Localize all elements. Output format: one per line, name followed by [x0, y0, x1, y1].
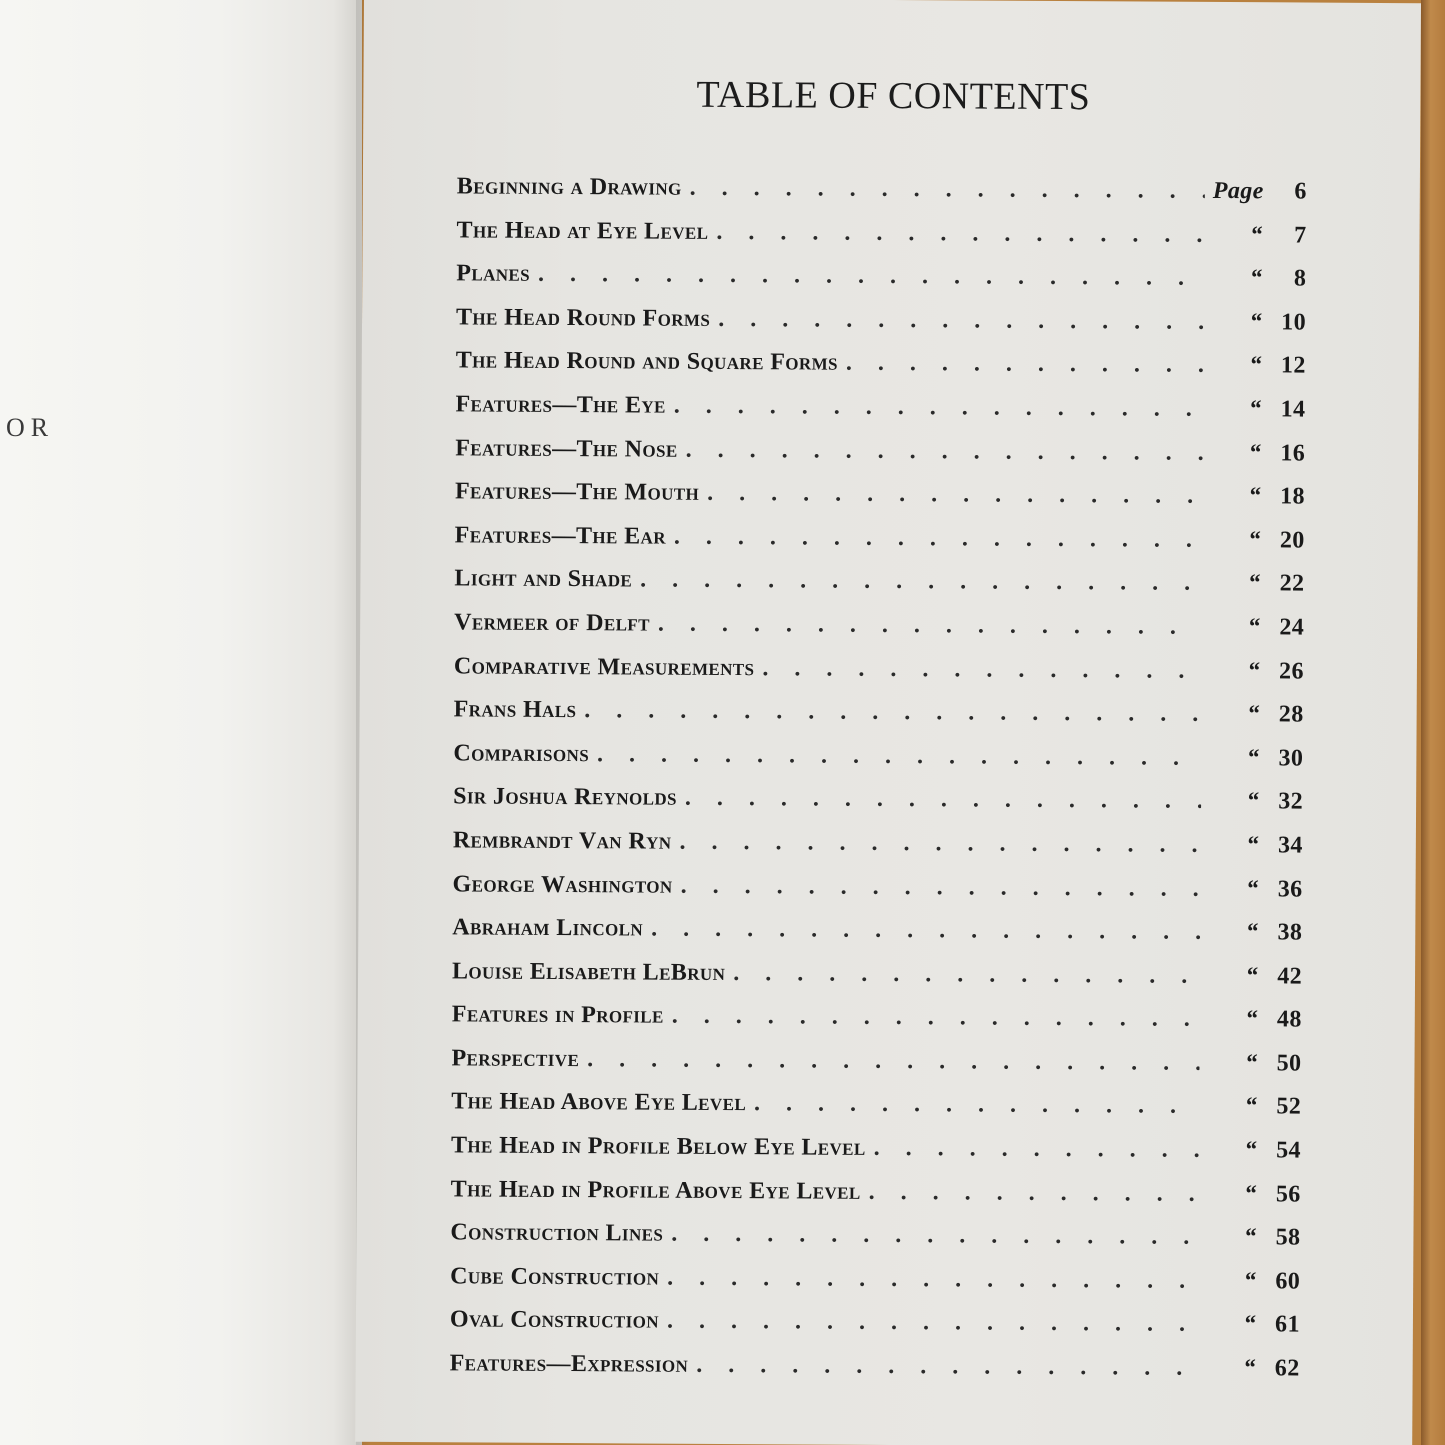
dot-leader — [640, 567, 1202, 597]
toc-entry — [455, 391, 1305, 440]
toc-entry-title: The Head Round and Square Forms — [455, 347, 839, 377]
dot-leader — [679, 829, 1201, 859]
page-label: “ — [1246, 832, 1259, 859]
dot-leader — [707, 480, 1203, 510]
page-number: 36 — [1277, 875, 1303, 903]
toc-entry-title: Rembrandt Van Ryn — [452, 827, 672, 855]
page-number: 30 — [1278, 745, 1304, 772]
toc-entry-title: Construction Lines — [450, 1219, 664, 1247]
toc-entry — [456, 261, 1306, 310]
dot-leader — [587, 1046, 1199, 1077]
toc-entry-title: Abraham Lincoln — [452, 914, 644, 942]
page-label: “ — [1243, 1224, 1257, 1251]
page-label: “ — [1248, 526, 1261, 554]
page-label: “ — [1247, 570, 1261, 597]
toc-entry-title: Comparisons — [453, 740, 590, 767]
toc-entry-title: Louise Elisabeth LeBrun — [451, 958, 726, 986]
dot-leader — [733, 960, 1200, 990]
page-number: 22 — [1279, 570, 1305, 597]
toc-entry-title: Features—Expression — [449, 1350, 689, 1378]
toc-entry — [457, 173, 1307, 222]
page-number: 32 — [1278, 788, 1304, 815]
toc-entry — [455, 435, 1305, 484]
page-label: “ — [1248, 483, 1262, 510]
page-label: “ — [1243, 1268, 1257, 1295]
page-number: 62 — [1274, 1355, 1300, 1382]
left-page — [0, 0, 362, 1445]
page-title: TABLE OF CONTENTS — [696, 73, 1091, 119]
toc-entry — [451, 1176, 1301, 1225]
page-label: “ — [1249, 352, 1262, 379]
toc-entry-title: Features—The Eye — [455, 391, 666, 419]
page-number: 10 — [1281, 309, 1307, 336]
toc-entry — [455, 478, 1305, 527]
toc-entry — [453, 740, 1303, 789]
toc-entry-title: George Washington — [452, 870, 673, 899]
dot-leader — [681, 872, 1201, 902]
page-number: 56 — [1275, 1181, 1301, 1208]
toc-entry-title: Sir Joshua Reynolds — [453, 783, 678, 812]
toc-entry — [455, 522, 1305, 571]
dot-leader — [651, 916, 1200, 946]
page-label: “ — [1244, 1137, 1258, 1164]
toc-entry — [454, 566, 1304, 615]
dot-leader — [674, 393, 1204, 423]
page-label: “ — [1245, 962, 1259, 989]
toc-entry — [456, 348, 1306, 397]
page-label: “ — [1244, 1180, 1257, 1207]
toc-entry-title: The Head Round Forms — [455, 304, 711, 332]
page-label: “ — [1250, 221, 1263, 248]
page-number: 52 — [1276, 1093, 1302, 1120]
toc-entry — [450, 1220, 1300, 1269]
dot-leader — [597, 741, 1201, 772]
dot-leader — [685, 785, 1201, 815]
toc-entry-title: Frans Hals — [453, 696, 577, 724]
toc-list — [449, 173, 1306, 1399]
dot-leader — [667, 1264, 1198, 1294]
page-number: 16 — [1280, 439, 1306, 467]
toc-entry — [453, 696, 1303, 745]
page-number: 50 — [1276, 1050, 1302, 1077]
page-label: “ — [1247, 614, 1261, 641]
toc-entry-title: Comparative Measurements — [453, 652, 755, 681]
page-label: “ — [1246, 788, 1260, 815]
toc-entry-title: Features in Profile — [451, 1001, 664, 1029]
dot-leader — [874, 1135, 1199, 1164]
toc-entry-title: Features—The Mouth — [454, 478, 700, 506]
page-number: 34 — [1277, 832, 1303, 859]
dot-leader — [690, 175, 1205, 205]
toc-entry — [452, 914, 1302, 963]
right-page — [355, 0, 1421, 1445]
page-label: “ — [1245, 1050, 1258, 1077]
dot-leader — [762, 655, 1202, 685]
page-number: 28 — [1278, 701, 1304, 728]
left-page-text-fragment: OR — [6, 413, 55, 442]
page-label: “ — [1249, 308, 1263, 336]
page-number: 18 — [1280, 483, 1306, 510]
toc-entry — [456, 304, 1306, 353]
toc-entry-title: The Head Above Eye Level — [451, 1088, 747, 1117]
dot-leader — [674, 523, 1203, 553]
page-number: 20 — [1279, 527, 1305, 554]
toc-entry — [450, 1307, 1300, 1356]
toc-entry-title: Oval Construction — [449, 1306, 660, 1335]
toc-entry-title: Features—The Nose — [455, 434, 678, 463]
page-label: “ — [1247, 657, 1260, 684]
dot-leader — [658, 611, 1202, 641]
dot-leader — [718, 306, 1204, 336]
page-label: “ — [1249, 396, 1262, 423]
page-number: 7 — [1294, 222, 1307, 249]
page-label: Page — [1212, 177, 1264, 205]
toc-entry — [451, 1089, 1301, 1138]
page-number: 42 — [1277, 963, 1303, 990]
toc-entry-title: Planes — [456, 260, 531, 287]
dot-leader — [754, 1091, 1199, 1121]
toc-entry — [451, 1132, 1301, 1181]
page-number: 60 — [1275, 1268, 1301, 1295]
dot-leader — [667, 1308, 1198, 1338]
toc-entry — [452, 871, 1302, 920]
toc-entry-title: Beginning a Drawing — [456, 173, 682, 201]
page-label: “ — [1245, 1006, 1258, 1033]
table-surface — [1421, 0, 1445, 1445]
dot-leader — [584, 697, 1201, 728]
toc-entry — [453, 827, 1303, 876]
toc-entry-title: Vermeer of Delft — [454, 609, 650, 637]
toc-entry — [454, 609, 1304, 658]
page-label: “ — [1244, 1093, 1258, 1120]
dot-leader — [538, 261, 1204, 292]
page-number: 61 — [1275, 1311, 1300, 1338]
dot-leader — [671, 1221, 1198, 1251]
page-number: 14 — [1280, 396, 1306, 423]
page-label: “ — [1246, 744, 1260, 771]
page-label: “ — [1248, 439, 1262, 466]
page-label: “ — [1249, 265, 1263, 292]
page-number: 54 — [1276, 1137, 1302, 1164]
page-number: 24 — [1279, 614, 1305, 641]
toc-entry — [452, 958, 1302, 1007]
page-number: 38 — [1277, 919, 1303, 946]
page-number: 6 — [1294, 178, 1307, 205]
toc-entry — [449, 1350, 1299, 1399]
toc-entry-title: Features—The Ear — [454, 522, 667, 550]
page-label: “ — [1243, 1311, 1256, 1338]
toc-entry-title: Perspective — [451, 1045, 580, 1072]
toc-entry-title: Light and Shade — [454, 565, 633, 593]
dot-leader — [696, 1352, 1198, 1382]
dot-leader — [869, 1179, 1199, 1208]
toc-entry — [451, 1045, 1301, 1094]
dot-leader — [846, 350, 1204, 379]
toc-entry-title: The Head in Profile Below Eye Level — [450, 1132, 866, 1161]
page-number: 58 — [1275, 1224, 1301, 1251]
toc-entry — [452, 1002, 1302, 1051]
dot-leader — [672, 1003, 1200, 1033]
page-number: 8 — [1293, 265, 1307, 292]
toc-entry — [454, 653, 1304, 702]
dot-leader — [716, 219, 1204, 249]
page-number: 48 — [1276, 1006, 1302, 1033]
toc-entry-title: The Head in Profile Above Eye Level — [450, 1175, 861, 1205]
page-number: 26 — [1279, 657, 1304, 685]
dot-leader — [686, 436, 1204, 466]
toc-entry — [450, 1263, 1300, 1312]
page-label: “ — [1245, 919, 1259, 946]
toc-entry — [456, 217, 1306, 266]
page-label: “ — [1246, 875, 1259, 902]
page-number: 12 — [1280, 352, 1306, 379]
toc-entry — [453, 784, 1303, 833]
page-label: “ — [1243, 1355, 1256, 1382]
toc-entry-title: Cube Construction — [450, 1263, 660, 1291]
toc-entry-title: The Head at Eye Level — [456, 216, 709, 245]
page-label: “ — [1247, 701, 1260, 728]
